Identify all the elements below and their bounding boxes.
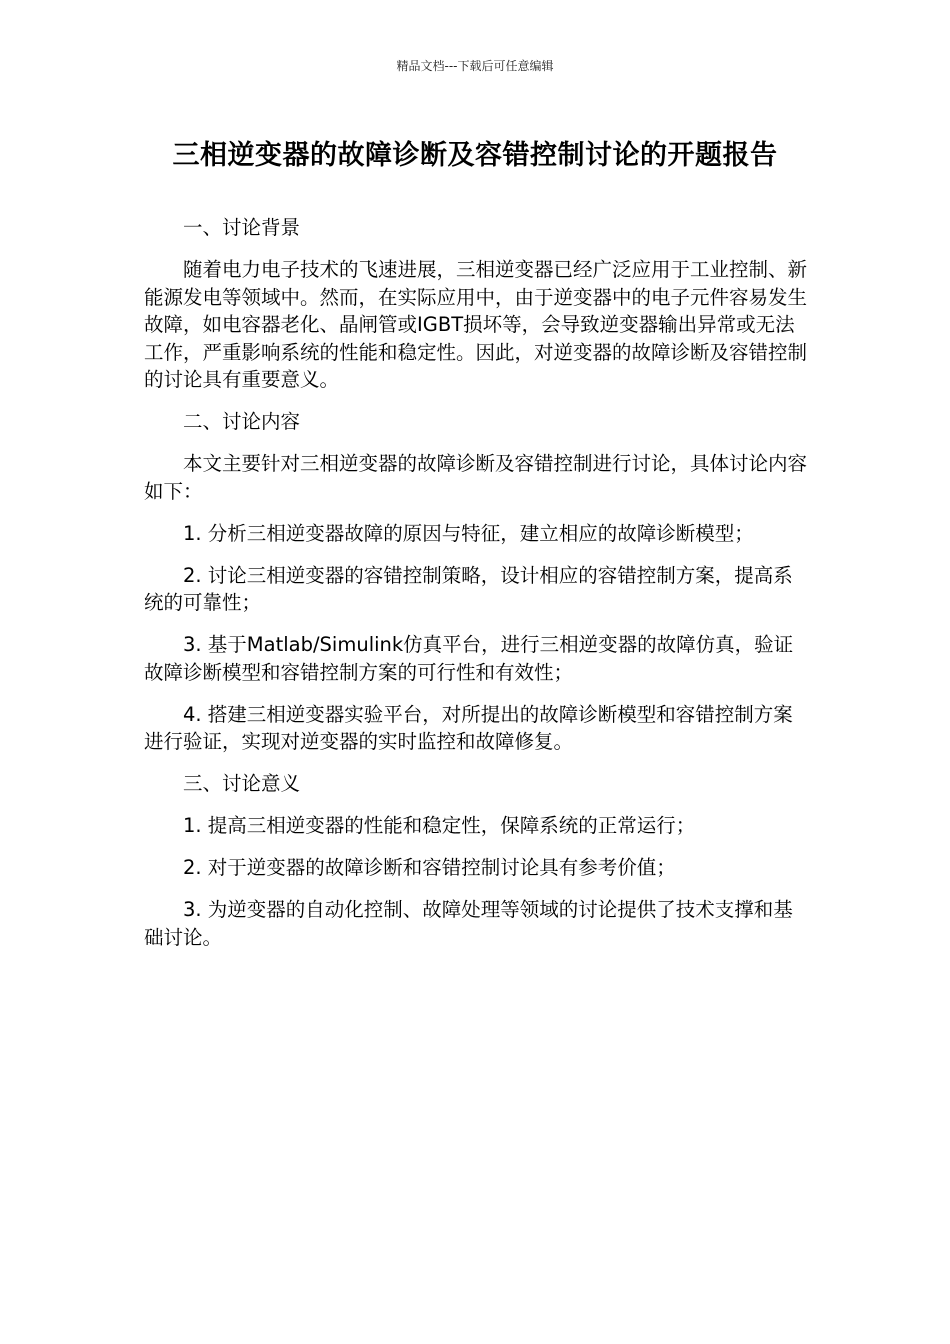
content-item: 1. 分析三相逆变器故障的原因与特征，建立相应的故障诊断模型；: [183, 521, 754, 545]
content-intro-paragraph: 本文主要针对三相逆变器的故障诊断及容错控制进行讨论，具体讨论内容如下：: [144, 452, 808, 503]
section-heading-background: 一、讨论背景: [183, 216, 301, 239]
section-heading-significance: 三、讨论意义: [183, 772, 301, 795]
content-item: 3. 基于Matlab/Simulink仿真平台，进行三相逆变器的故障仿真，验证故障诊断模型和容错控制方案的可行性和有效性；: [144, 633, 794, 684]
significance-item: 3. 为逆变器的自动化控制、故障处理等领域的讨论提供了技术支撑和基础讨论。: [144, 898, 793, 949]
document-body: [144, 214, 808, 951]
document-title: 三相逆变器的故障诊断及容错控制讨论的开题报告: [172, 140, 778, 171]
background-paragraph: 随着电力电子技术的飞速进展，三相逆变器已经广泛应用于工业控制、新能源发电等领域中。然而，在实际应用中，由于逆变器中的电子元件容易发生故障，如电容器老化、晶闸管或IGBT损坏等，会导致逆变器输出异常或无法工作，严重影响系统的性能和稳定性。因此，对逆变器的故障诊断及容错控制的讨论具有重要意义。: [144, 258, 808, 391]
significance-item: 1. 提高三相逆变器的性能和稳定性，保障系统的正常运行；: [183, 814, 696, 837]
content-item: 2. 讨论三相逆变器的容错控制策略，设计相应的容错控制方案，提高系统的可靠性；: [144, 563, 793, 614]
section-heading-content: 二、讨论内容: [183, 410, 301, 433]
content-item: 4. 搭建三相逆变器实验平台，对所提出的故障诊断模型和容错控制方案进行验证，实现对逆变器的实时监控和故障修复。: [144, 702, 793, 753]
header-note: 精品文档---下载后可任意编辑: [396, 59, 554, 73]
significance-item: 2. 对于逆变器的故障诊断和容错控制讨论具有参考价值；: [183, 856, 676, 879]
